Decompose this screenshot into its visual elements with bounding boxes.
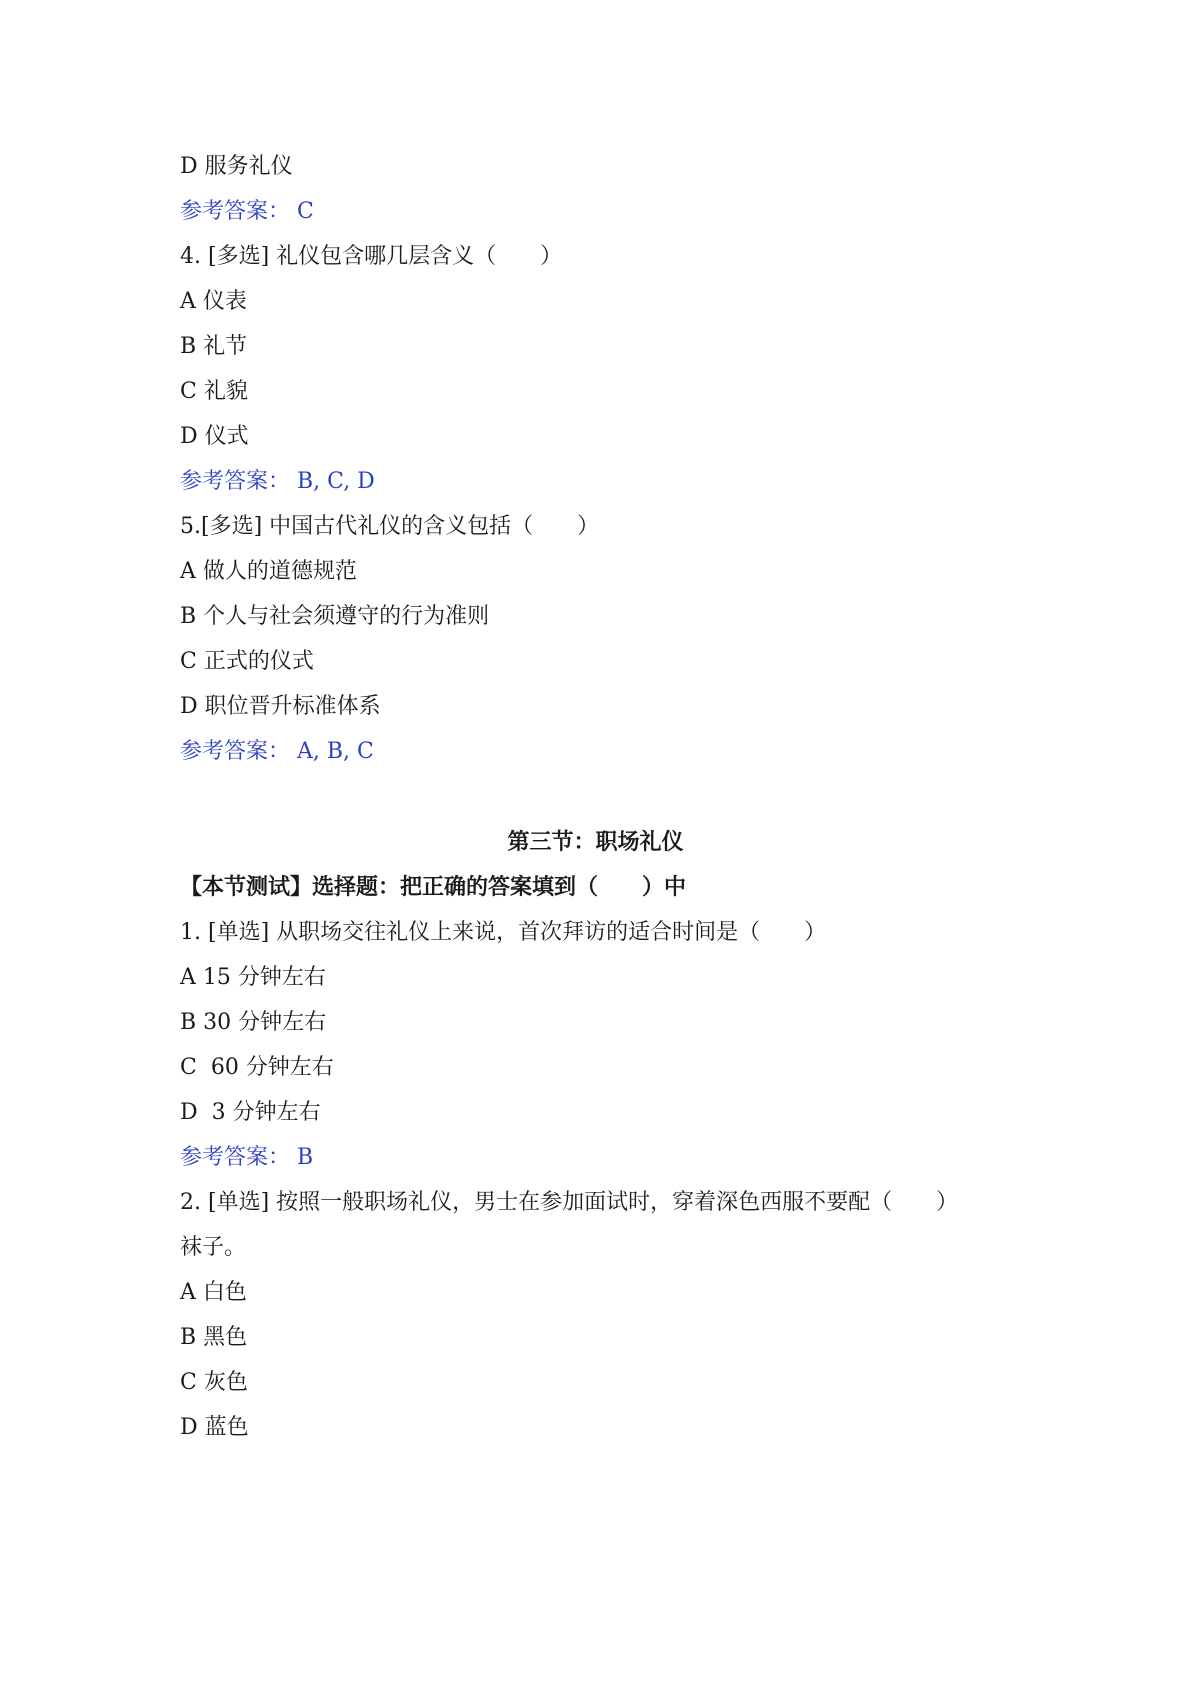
s3-q2-question-line1: 2. [单选] 按照一般职场礼仪，男士在参加面试时，穿着深色西服不要配（ ） xyxy=(180,1190,959,1215)
q5-option-d: D 职位晋升标准体系 xyxy=(180,694,381,719)
q5-answer: 参考答案： A, B, C xyxy=(180,739,374,764)
q4-question: 4. [多选] 礼仪包含哪几层含义（ ） xyxy=(180,244,563,269)
q4-option-a: A 仪表 xyxy=(180,289,247,314)
q4-answer: 参考答案： B, C, D xyxy=(180,469,375,494)
s3-q2-option-d: D 蓝色 xyxy=(180,1415,249,1440)
s3-q1-answer: 参考答案： B xyxy=(180,1145,314,1170)
s3-q1-option-a: A 15 分钟左右 xyxy=(180,965,326,990)
s3-q2-question-line2: 袜子。 xyxy=(180,1235,247,1260)
q4-option-d: D 仪式 xyxy=(180,424,249,449)
section-title: 第三节：职场礼仪 xyxy=(507,830,684,855)
s3-q1-option-d: D 3 分钟左右 xyxy=(180,1100,321,1125)
q3-option-d: D 服务礼仪 xyxy=(180,154,293,179)
s3-q1-option-b: B 30 分钟左右 xyxy=(180,1010,327,1035)
s3-q1-option-c: C 60 分钟左右 xyxy=(180,1055,334,1080)
s3-q2-option-b: B 黑色 xyxy=(180,1325,248,1350)
s3-q1-question: 1. [单选] 从职场交往礼仪上来说，首次拜访的适合时间是（ ） xyxy=(180,920,827,945)
q4-option-b: B 礼节 xyxy=(180,334,248,359)
q5-option-a: A 做人的道德规范 xyxy=(180,559,357,584)
q5-question: 5.[多选] 中国古代礼仪的含义包括（ ） xyxy=(180,514,600,539)
section-instruction: 【本节测试】选择题：把正确的答案填到（ ）中 xyxy=(180,875,687,900)
q4-option-c: C 礼貌 xyxy=(180,379,248,404)
q3-answer: 参考答案： C xyxy=(180,199,314,224)
q5-option-b: B 个人与社会须遵守的行为准则 xyxy=(180,604,490,629)
s3-q2-option-a: A 白色 xyxy=(180,1280,247,1305)
q5-option-c: C 正式的仪式 xyxy=(180,649,314,674)
s3-q2-option-c: C 灰色 xyxy=(180,1370,248,1395)
